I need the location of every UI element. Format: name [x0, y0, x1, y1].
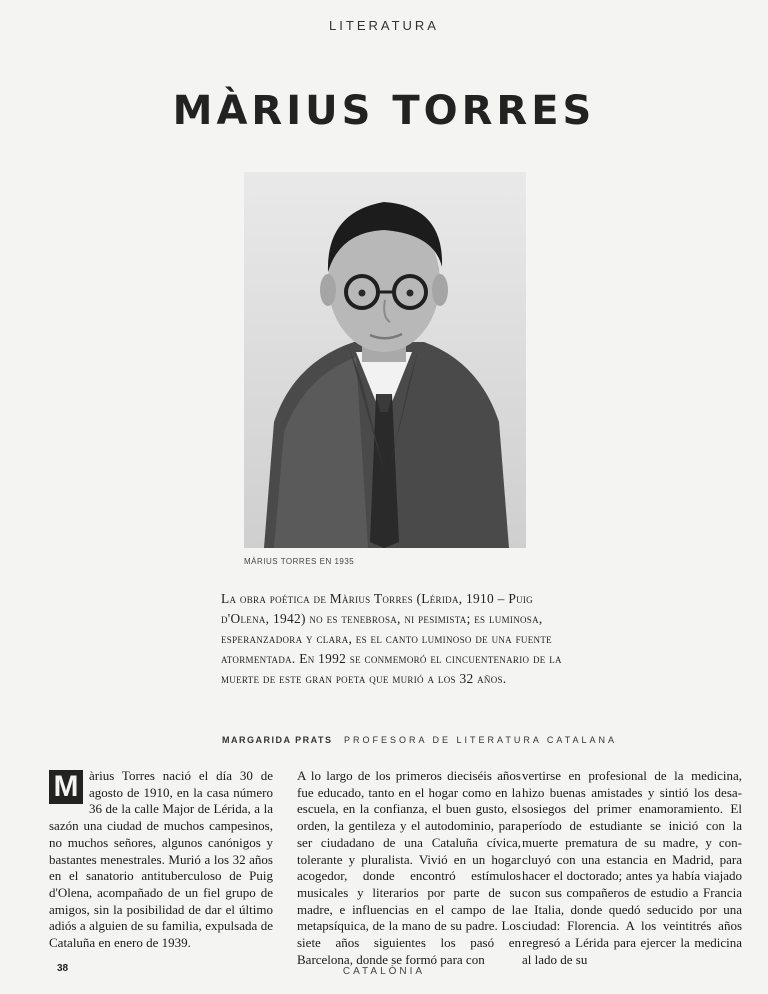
body-column-1: [49, 768, 273, 952]
page-number: 38: [57, 963, 69, 974]
author-name: MARGARIDA PRATS: [222, 735, 333, 745]
byline: [222, 735, 622, 745]
section-label: LITERATURA: [329, 18, 439, 33]
body-column-2: [297, 768, 521, 968]
article-title: MÀRIUS TORRES: [172, 88, 596, 134]
body-text-3: vertirse en profesional de la medicina, hizo buenas amistades y sintió los desasosiegos del primer enamoramiento. El período de estudiante se inició con la muerte prematura de su madre, y concluyó con una estancia en Madrid, para hacer el doctorado; antes ya había viajado con sus compañeros de estudio a Francia e Italia, donde quedó seducido por una ciudad: Florencia. A los veintitrés años regresó a Lérida para ejercer la medicina al lado de su: [522, 768, 742, 967]
photo-caption: MÀRIUS TORRES EN 1935: [244, 557, 355, 566]
body-text-2: A lo largo de los primeros dieciséis años fue educado, tanto en el hogar como en la escuela, en la confianza, el buen gusto, el orden, la gentileza y el autodominio, para ser ciudadano de una Cataluña cívica, tolerante y pluralista. Vivió en un hogar acogedor, donde encontró estímulos musicales y literarios por parte de su madre, e influencias en el campo de la metapsíquica, de la mano de su padre. Los siete años siguientes los pasó en Barcelona, donde se formó para con: [297, 768, 521, 967]
body-text-1: àrius Torres nació el día 30 de agosto de 1910, en la casa número 36 de la calle Major de Lérida, a la sazón una ciudad de muchos campesinos, no muchos señores, algunos canónigos y bastantes menestrales. Murió a los 32 años en el sanatorio antituberculoso de Puig d'Olena, acompañado de un fiel grupo de amigos, sin la posibilidad de dar el último adiós a alguien de su familia, expulsada de Cataluña en enero de 1939.: [49, 768, 273, 951]
magazine-name: CATALÒNIA: [342, 966, 426, 977]
portrait-photo: [244, 172, 526, 548]
lead-paragraph: La obra poética de Màrius Torres (Lérida, 1910 – Puig d'Olena, 1942) no es tenebrosa, ni pesimista; es luminosa, esperanzadora y clara, es el canto luminoso de una fuente atormentada. En 1992 se conmemoró el cincuentenario de la muerte de este gran poeta que murió a los 32 años.: [221, 591, 562, 686]
author-role: PROFESORA DE LITERATURA CATALANA: [344, 735, 618, 745]
body-column-3: [522, 768, 742, 968]
drop-cap: M: [49, 770, 83, 804]
